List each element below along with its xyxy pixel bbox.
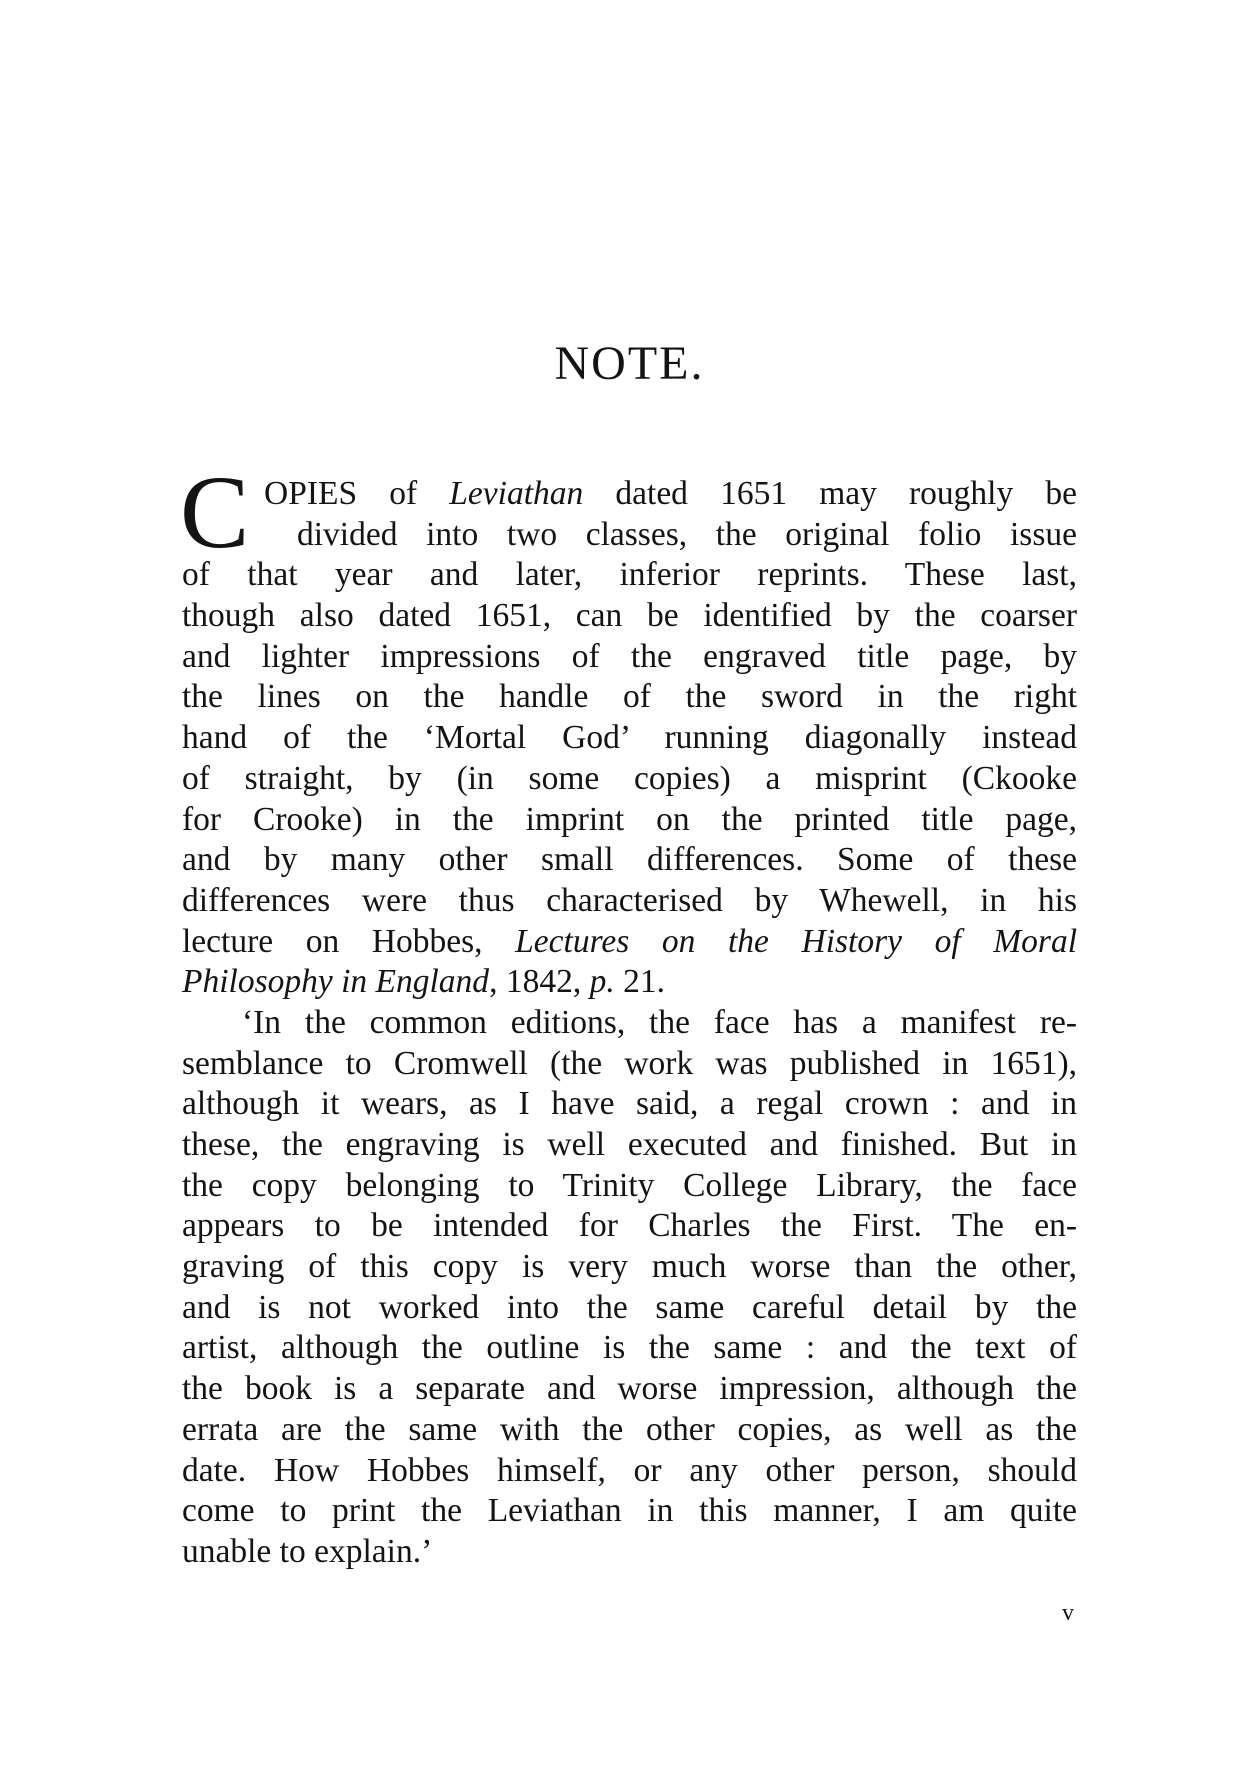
text-line: for Crooke) in the imprint on the printed title page,: [182, 800, 1077, 838]
text-line: differences were thus characterised by Whewell, in his: [182, 881, 1077, 919]
text-line: though also dated 1651, can be identified by the coarser: [182, 597, 1077, 635]
text-line: hand of the ‘Mortal God’ running diagonally instead: [182, 719, 1077, 757]
text-line: divided into two classes, the original folio issue: [297, 515, 1077, 553]
text-line: and is not worked into the same careful detail by the: [182, 1288, 1077, 1326]
text-line: and lighter impressions of the engraved title page, by: [182, 637, 1077, 675]
text-line: graving of this copy is very much worse than the other,: [182, 1248, 1077, 1286]
text-span: 21.: [614, 963, 665, 1001]
text-line: come to print the Leviathan in this manner, I am quite: [182, 1492, 1077, 1530]
text-span: , 1842,: [489, 963, 590, 1001]
text-line: the copy belonging to Trinity College Library, the face: [182, 1166, 1077, 1204]
body-text: [180, 455, 1078, 1573]
text-line: these, the engraving is well executed and finished. But in: [182, 1126, 1077, 1163]
text-line: of straight, by (in some copies) a misprint (Ckooke: [182, 759, 1077, 797]
text-line: [264, 474, 1077, 515]
text-line: ‘In the common editions, the face has a manifest re-: [242, 1003, 1077, 1041]
text-line: appears to be intended for Charles the First. The en-: [182, 1207, 1077, 1245]
text-line: [182, 962, 1077, 1003]
text-line: and by many other small differences. Some of these: [182, 841, 1077, 879]
text-line: the lines on the handle of the sword in the right: [182, 678, 1077, 716]
text-span: lecture on Hobbes,: [182, 922, 516, 960]
text-line: artist, although the outline is the same : and the text of: [182, 1329, 1077, 1367]
text-line: [182, 922, 1077, 963]
italic-title: Lectures on the History of Moral: [515, 922, 1078, 960]
text-line: the book is a separate and worse impression, although the: [182, 1370, 1077, 1408]
page-number: v: [1062, 1600, 1074, 1626]
italic-abbrev: p.: [589, 963, 615, 1001]
paragraph-1: [180, 455, 1078, 1003]
text-line: although it wears, as I have said, a regal crown : and in: [182, 1085, 1077, 1123]
page-title: NOTE.: [554, 337, 705, 390]
text-span: OPIES of: [264, 475, 450, 512]
text-line: of that year and later, inferior reprints. These last,: [182, 556, 1077, 594]
drop-cap: C: [180, 455, 250, 570]
text-line: unable to explain.’: [182, 1532, 433, 1570]
text-span: dated 1651 may roughly be: [583, 475, 1077, 512]
text-line: errata are the same with the other copies, as well as the: [182, 1410, 1077, 1448]
italic-title: Leviathan: [449, 475, 584, 512]
italic-title: Philosophy in England: [182, 963, 490, 1001]
paragraph-2: [182, 1003, 1077, 1573]
text-line: semblance to Cromwell (the work was published in 1651),: [182, 1044, 1077, 1082]
text-line: date. How Hobbes himself, or any other person, should: [182, 1451, 1077, 1489]
